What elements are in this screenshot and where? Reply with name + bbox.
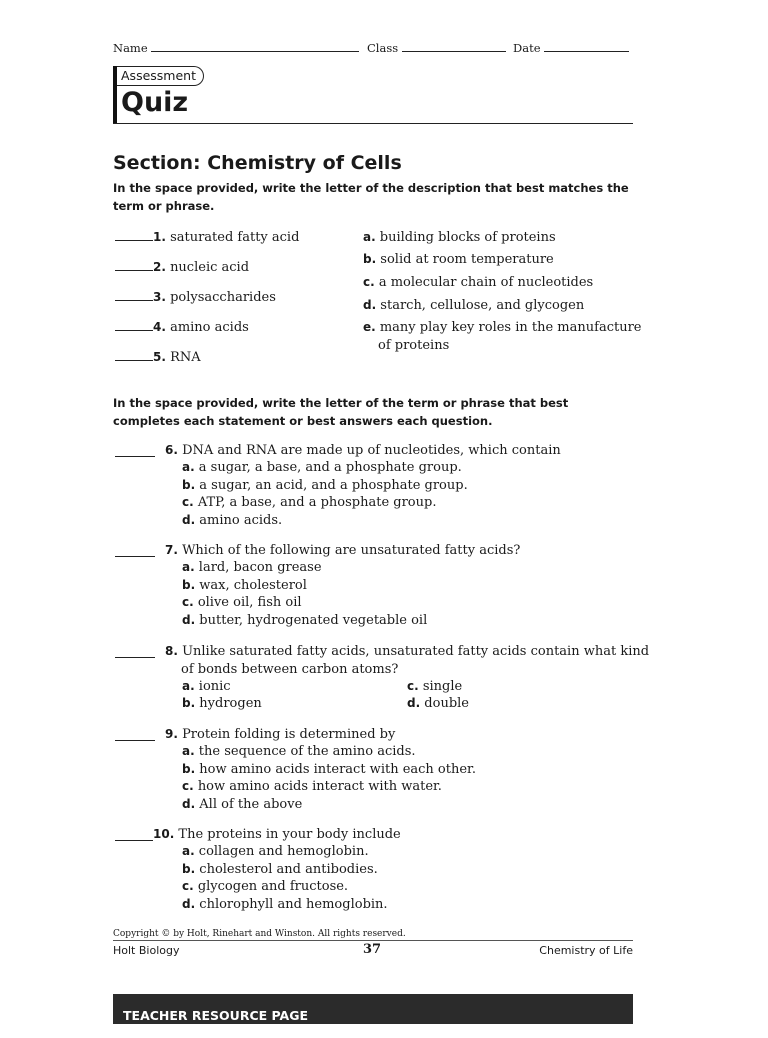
question-9: 9. Protein folding is determined by bbox=[165, 727, 396, 742]
term-text: saturated fatty acid bbox=[170, 230, 300, 245]
q8-option-a[interactable]: a. ionic bbox=[182, 679, 231, 694]
term-text: polysaccharides bbox=[170, 290, 276, 305]
answer-blank[interactable] bbox=[115, 319, 153, 331]
q8-option-c[interactable]: c. single bbox=[407, 679, 463, 694]
q9-option-c[interactable]: c. how amino acids interact with water. bbox=[182, 779, 442, 794]
q6-option-c[interactable]: c. ATP, a base, and a phosphate group. bbox=[182, 495, 437, 510]
date-blank[interactable] bbox=[544, 40, 629, 52]
answer-blank-9[interactable] bbox=[115, 726, 155, 745]
q10-option-d[interactable]: d. chlorophyll and hemoglobin. bbox=[182, 897, 388, 912]
class-field[interactable] bbox=[367, 40, 506, 55]
page-number: 37 bbox=[363, 942, 382, 957]
answer-blank[interactable] bbox=[115, 289, 153, 301]
answer-blank-8[interactable] bbox=[115, 643, 155, 662]
match-desc-d: d. starch, cellulose, and glycogen bbox=[363, 298, 585, 313]
q6-option-d[interactable]: d. amino acids. bbox=[182, 513, 283, 528]
section-title: Section: Chemistry of Cells bbox=[113, 152, 402, 174]
page-title: Quiz bbox=[121, 87, 189, 118]
q7-option-d[interactable]: d. butter, hydrogenated vegetable oil bbox=[182, 613, 428, 628]
term-text: RNA bbox=[170, 350, 201, 365]
question-7: 7. Which of the following are unsaturated fatty acids? bbox=[165, 543, 521, 558]
instructions-matching: In the space provided, write the letter of the description that best matches the term or phrase. bbox=[113, 181, 629, 213]
match-desc-c: c. a molecular chain of nucleotides bbox=[363, 275, 594, 290]
q7-option-c[interactable]: c. olive oil, fish oil bbox=[182, 595, 302, 610]
answer-blank-7[interactable] bbox=[115, 542, 155, 561]
name-blank[interactable] bbox=[151, 40, 359, 52]
answer-blank[interactable] bbox=[115, 349, 153, 361]
q6-option-a[interactable]: a. a sugar, a base, and a phosphate group. bbox=[182, 460, 462, 475]
q8-option-d[interactable]: d. double bbox=[407, 696, 469, 711]
match-term-1[interactable]: 1. saturated fatty acid bbox=[115, 229, 299, 245]
question-8: 8. Unlike saturated fatty acids, unsaturated fatty acids contain what kind of bonds between carbon atoms? bbox=[165, 644, 650, 677]
footer-chapter-title: Chemistry of Life bbox=[539, 944, 633, 957]
q9-option-b[interactable]: b. how amino acids interact with each other. bbox=[182, 762, 476, 777]
answer-blank[interactable] bbox=[115, 259, 153, 271]
match-term-3[interactable]: 3. polysaccharides bbox=[115, 289, 276, 305]
match-desc-e: e. many play key roles in the manufacture of proteins bbox=[363, 320, 642, 353]
assessment-badge: Assessment bbox=[117, 66, 204, 86]
footer-divider bbox=[113, 940, 633, 941]
date-label: Date bbox=[513, 41, 541, 55]
name-label: Name bbox=[113, 41, 148, 55]
term-text: amino acids bbox=[170, 320, 249, 335]
match-desc-b: b. solid at room temperature bbox=[363, 252, 554, 267]
name-field[interactable] bbox=[113, 40, 359, 55]
q7-option-b[interactable]: b. wax, cholesterol bbox=[182, 578, 307, 593]
date-field[interactable] bbox=[513, 40, 629, 55]
q10-option-b[interactable]: b. cholesterol and antibodies. bbox=[182, 862, 378, 877]
copyright-notice: Copyright © by Holt, Rinehart and Winston. All rights reserved. bbox=[113, 929, 406, 939]
question-10: 10. The proteins in your body include bbox=[153, 827, 401, 842]
q10-option-c[interactable]: c. glycogen and fructose. bbox=[182, 879, 349, 894]
term-text: nucleic acid bbox=[170, 260, 250, 275]
match-term-4[interactable]: 4. amino acids bbox=[115, 319, 249, 335]
q7-option-a[interactable]: a. lard, bacon grease bbox=[182, 560, 322, 575]
answer-blank-6[interactable] bbox=[115, 442, 155, 461]
title-divider bbox=[113, 123, 633, 124]
q9-option-a[interactable]: a. the sequence of the amino acids. bbox=[182, 744, 416, 759]
question-6: 6. DNA and RNA are made up of nucleotides, which contain bbox=[165, 443, 561, 458]
q10-option-a[interactable]: a. collagen and hemoglobin. bbox=[182, 844, 369, 859]
answer-blank-10[interactable] bbox=[115, 826, 153, 845]
match-desc-a: a. building blocks of proteins bbox=[363, 230, 556, 245]
teacher-resource-banner: TEACHER RESOURCE PAGE bbox=[113, 994, 633, 1024]
instructions-multiple-choice: In the space provided, write the letter of the term or phrase that best completes each statement or best answers each question. bbox=[113, 396, 569, 428]
q8-option-b[interactable]: b. hydrogen bbox=[182, 696, 262, 711]
q6-option-b[interactable]: b. a sugar, an acid, and a phosphate group. bbox=[182, 478, 468, 493]
footer-book-title: Holt Biology bbox=[113, 944, 180, 957]
answer-blank[interactable] bbox=[115, 229, 153, 241]
match-term-2[interactable]: 2. nucleic acid bbox=[115, 259, 249, 275]
match-term-5[interactable]: 5. RNA bbox=[115, 349, 201, 365]
class-label: Class bbox=[367, 41, 399, 55]
q9-option-d[interactable]: d. All of the above bbox=[182, 797, 303, 812]
class-blank[interactable] bbox=[402, 40, 506, 52]
